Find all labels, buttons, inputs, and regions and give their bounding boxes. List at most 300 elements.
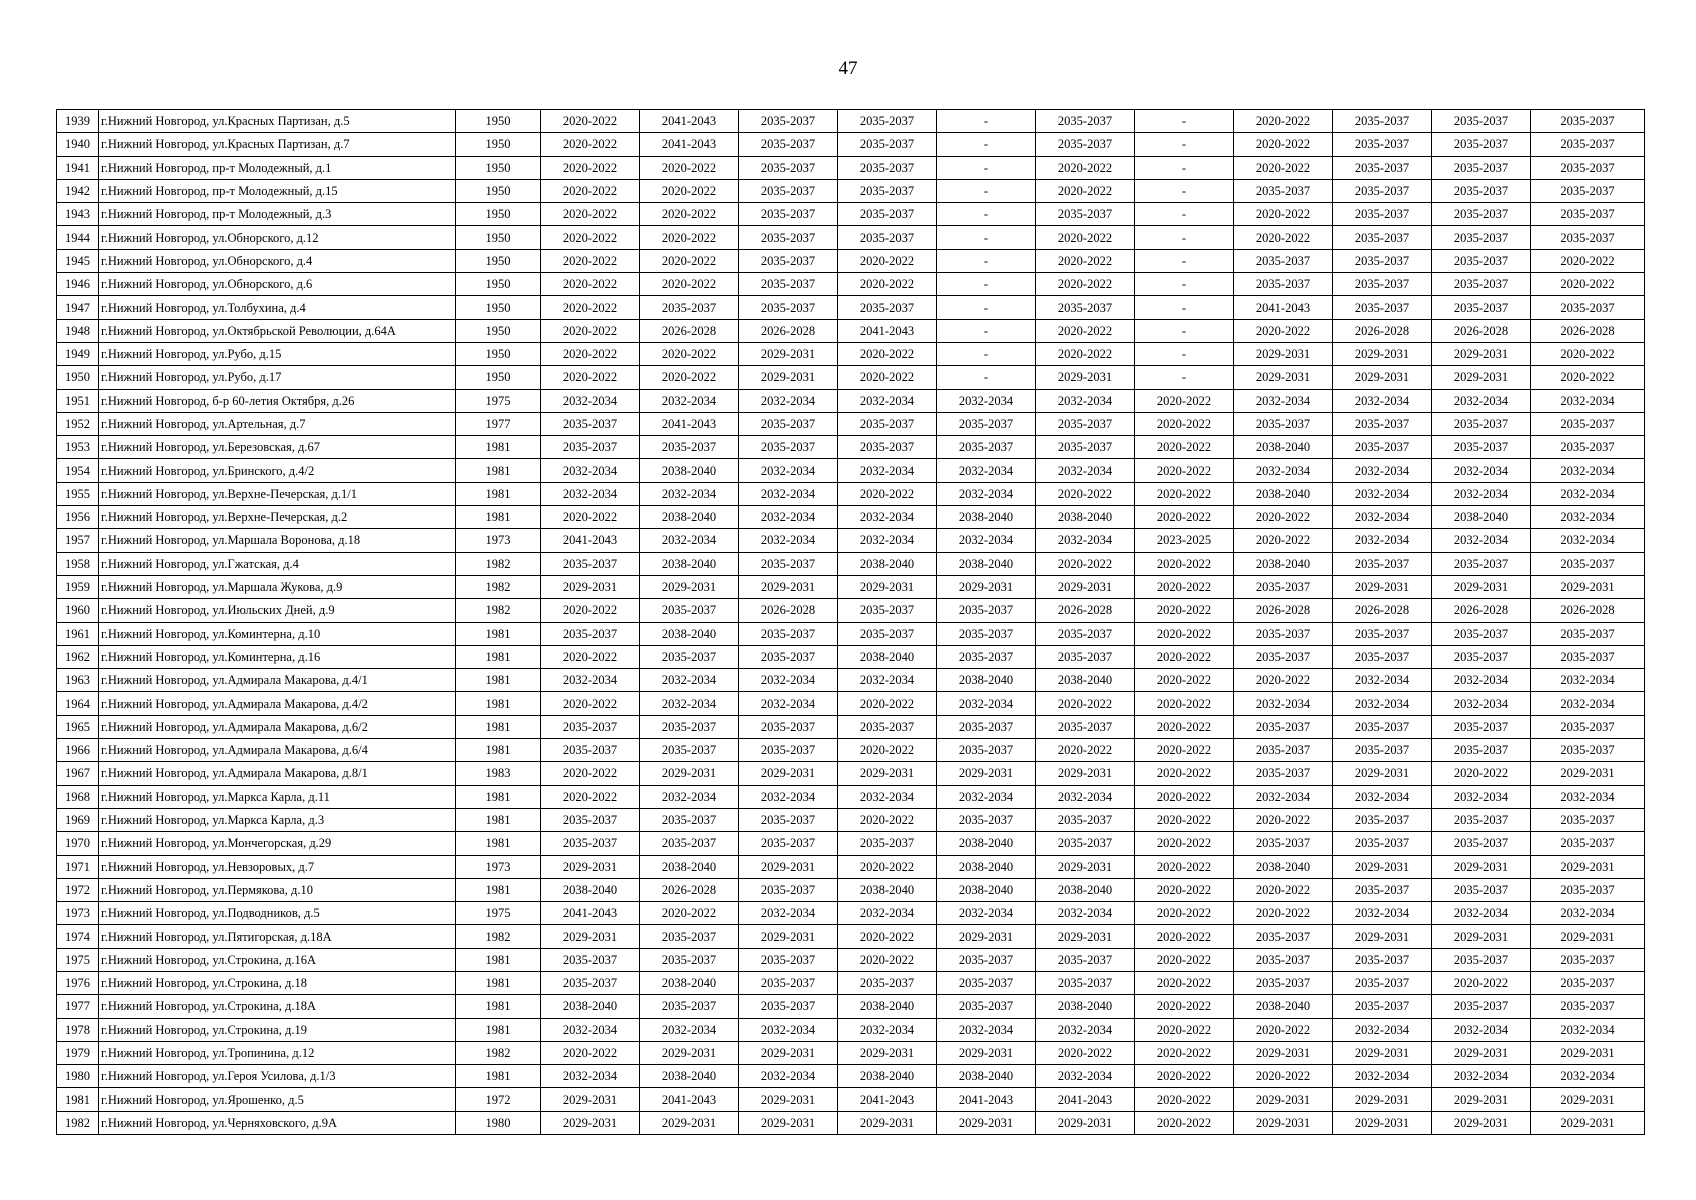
repair-period-cell: 2020-2022 — [541, 645, 640, 668]
repair-period-cell: 2041-2043 — [640, 133, 739, 156]
table-body — [57, 110, 1645, 1135]
row-number-cell: 1967 — [57, 762, 99, 785]
row-number-cell: 1951 — [57, 389, 99, 412]
address-cell: г.Нижний Новгород, ул.Адмирала Макарова, д.8/1 — [99, 762, 456, 785]
row-number-cell: 1940 — [57, 133, 99, 156]
construction-year-cell: 1981 — [456, 459, 541, 482]
repair-period-cell: 2029-2031 — [1234, 1041, 1333, 1064]
repair-period-cell: - — [937, 366, 1036, 389]
repair-period-cell: 2035-2037 — [1432, 832, 1531, 855]
repair-period-cell: - — [1135, 110, 1234, 133]
repair-period-cell: 2035-2037 — [1036, 832, 1135, 855]
repair-period-cell: 2029-2031 — [739, 925, 838, 948]
repair-period-cell: 2035-2037 — [838, 971, 937, 994]
repair-period-cell: 2035-2037 — [1432, 622, 1531, 645]
repair-period-cell: 2020-2022 — [838, 739, 937, 762]
repair-period-cell: 2020-2022 — [1036, 342, 1135, 365]
repair-period-cell: 2035-2037 — [1432, 878, 1531, 901]
repair-period-cell: 2032-2034 — [1432, 482, 1531, 505]
repair-period-cell: 2026-2028 — [1531, 599, 1645, 622]
row-number-cell: 1945 — [57, 249, 99, 272]
repair-period-cell: 2020-2022 — [1135, 622, 1234, 645]
repair-period-cell: 2041-2043 — [541, 902, 640, 925]
repair-period-cell: 2032-2034 — [1531, 482, 1645, 505]
construction-year-cell: 1950 — [456, 179, 541, 202]
address-cell: г.Нижний Новгород, ул.Обнорского, д.12 — [99, 226, 456, 249]
repair-period-cell: - — [937, 273, 1036, 296]
repair-period-cell: 2035-2037 — [640, 715, 739, 738]
repair-period-cell: 2041-2043 — [541, 529, 640, 552]
repair-period-cell: 2026-2028 — [640, 319, 739, 342]
repair-period-cell: 2032-2034 — [1333, 482, 1432, 505]
row-number-cell: 1974 — [57, 925, 99, 948]
repair-period-cell: 2020-2022 — [640, 366, 739, 389]
table-row — [57, 902, 1645, 925]
repair-period-cell: 2020-2022 — [1036, 739, 1135, 762]
repair-period-cell: 2035-2037 — [1234, 715, 1333, 738]
address-cell: г.Нижний Новгород, ул.Октябрьской Революции, д.64А — [99, 319, 456, 342]
repair-period-cell: 2032-2034 — [1036, 785, 1135, 808]
repair-period-cell: 2020-2022 — [1135, 739, 1234, 762]
repair-period-cell: 2020-2022 — [1135, 482, 1234, 505]
construction-year-cell: 1981 — [456, 785, 541, 808]
repair-period-cell: 2020-2022 — [1135, 506, 1234, 529]
repair-period-cell: 2029-2031 — [1333, 1041, 1432, 1064]
address-cell: г.Нижний Новгород, ул.Рубо, д.15 — [99, 342, 456, 365]
repair-period-cell: 2020-2022 — [1135, 948, 1234, 971]
repair-period-cell: 2032-2034 — [739, 389, 838, 412]
repair-period-cell: 2029-2031 — [838, 1041, 937, 1064]
repair-period-cell: - — [1135, 133, 1234, 156]
repair-period-cell: 2032-2034 — [640, 785, 739, 808]
repair-period-cell: 2029-2031 — [739, 855, 838, 878]
repair-period-cell: 2035-2037 — [1333, 739, 1432, 762]
repair-period-cell: 2035-2037 — [1036, 645, 1135, 668]
repair-period-cell: 2035-2037 — [1432, 273, 1531, 296]
repair-period-cell: 2035-2037 — [937, 412, 1036, 435]
row-number-cell: 1947 — [57, 296, 99, 319]
table-row — [57, 692, 1645, 715]
table-row — [57, 669, 1645, 692]
repair-period-cell: 2029-2031 — [541, 575, 640, 598]
table-row — [57, 133, 1645, 156]
repair-period-cell: 2020-2022 — [1036, 692, 1135, 715]
repair-period-cell: 2035-2037 — [1432, 995, 1531, 1018]
repair-period-cell: 2035-2037 — [541, 739, 640, 762]
repair-period-cell: 2032-2034 — [541, 482, 640, 505]
repair-period-cell: 2029-2031 — [1432, 1111, 1531, 1134]
repair-period-cell: 2032-2034 — [1432, 1018, 1531, 1041]
repair-period-cell: - — [1135, 203, 1234, 226]
repair-period-cell: 2029-2031 — [640, 1111, 739, 1134]
repair-period-cell: 2020-2022 — [1036, 179, 1135, 202]
repair-period-cell: 2035-2037 — [541, 808, 640, 831]
repair-period-cell: 2032-2034 — [1333, 669, 1432, 692]
repair-period-cell: - — [1135, 273, 1234, 296]
repair-period-cell: 2035-2037 — [640, 645, 739, 668]
repair-period-cell: 2035-2037 — [640, 296, 739, 319]
repair-period-cell: 2020-2022 — [640, 203, 739, 226]
repair-period-cell: 2029-2031 — [640, 762, 739, 785]
repair-period-cell: 2029-2031 — [1432, 925, 1531, 948]
construction-year-cell: 1973 — [456, 529, 541, 552]
table-row — [57, 482, 1645, 505]
repair-period-cell: 2041-2043 — [1036, 1088, 1135, 1111]
repair-period-cell: 2035-2037 — [838, 715, 937, 738]
repair-period-cell: 2020-2022 — [838, 925, 937, 948]
repair-period-cell: 2029-2031 — [1531, 1088, 1645, 1111]
row-number-cell: 1964 — [57, 692, 99, 715]
repair-period-cell: 2035-2037 — [1234, 575, 1333, 598]
repair-period-cell: 2032-2034 — [739, 506, 838, 529]
table-row — [57, 296, 1645, 319]
repair-period-cell: 2020-2022 — [1531, 342, 1645, 365]
repair-period-cell: 2032-2034 — [1036, 1018, 1135, 1041]
repair-period-cell: 2038-2040 — [1234, 855, 1333, 878]
repair-period-cell: 2035-2037 — [1432, 808, 1531, 831]
repair-period-cell: - — [937, 249, 1036, 272]
row-number-cell: 1959 — [57, 575, 99, 598]
address-cell: г.Нижний Новгород, ул.Бринского, д.4/2 — [99, 459, 456, 482]
repair-period-cell: 2035-2037 — [739, 133, 838, 156]
repair-period-cell: 2038-2040 — [541, 878, 640, 901]
construction-year-cell: 1981 — [456, 622, 541, 645]
repair-period-cell: 2035-2037 — [1531, 412, 1645, 435]
repair-period-cell: 2035-2037 — [739, 296, 838, 319]
repair-period-cell: 2029-2031 — [1036, 855, 1135, 878]
repair-period-cell: 2035-2037 — [1036, 133, 1135, 156]
repair-period-cell: 2032-2034 — [739, 529, 838, 552]
repair-period-cell: 2035-2037 — [1036, 948, 1135, 971]
construction-year-cell: 1981 — [456, 692, 541, 715]
repair-period-cell: 2035-2037 — [541, 436, 640, 459]
repair-period-cell: 2038-2040 — [1234, 552, 1333, 575]
repair-period-cell: 2029-2031 — [739, 366, 838, 389]
table-row — [57, 179, 1645, 202]
repair-period-cell: 2029-2031 — [1333, 1111, 1432, 1134]
address-cell: г.Нижний Новгород, ул.Подводников, д.5 — [99, 902, 456, 925]
construction-year-cell: 1981 — [456, 832, 541, 855]
repair-period-cell: 2035-2037 — [1333, 249, 1432, 272]
repair-period-cell: 2029-2031 — [739, 1088, 838, 1111]
repair-period-cell: 2035-2037 — [1432, 645, 1531, 668]
repair-period-cell: 2020-2022 — [1234, 133, 1333, 156]
repair-period-cell: 2029-2031 — [1432, 1041, 1531, 1064]
table-row — [57, 1041, 1645, 1064]
repair-period-cell: 2035-2037 — [1036, 412, 1135, 435]
repair-period-cell: 2035-2037 — [1531, 110, 1645, 133]
repair-period-cell: 2035-2037 — [739, 715, 838, 738]
repair-period-cell: 2020-2022 — [1234, 110, 1333, 133]
repair-period-cell: 2020-2022 — [640, 342, 739, 365]
repair-period-cell: 2035-2037 — [1432, 110, 1531, 133]
construction-year-cell: 1975 — [456, 902, 541, 925]
repair-period-cell: 2041-2043 — [838, 1088, 937, 1111]
repair-period-cell: 2032-2034 — [1234, 785, 1333, 808]
repair-period-cell: 2035-2037 — [1234, 412, 1333, 435]
repair-period-cell: 2029-2031 — [1333, 925, 1432, 948]
repair-period-cell: 2026-2028 — [1333, 599, 1432, 622]
repair-period-cell: 2020-2022 — [838, 692, 937, 715]
repair-period-cell: - — [1135, 366, 1234, 389]
repair-period-cell: 2020-2022 — [1432, 971, 1531, 994]
repair-period-cell: 2020-2022 — [1135, 1018, 1234, 1041]
repair-period-cell: 2032-2034 — [640, 529, 739, 552]
repair-period-cell: 2038-2040 — [541, 995, 640, 1018]
repair-period-cell: 2026-2028 — [1432, 319, 1531, 342]
repair-period-cell: 2035-2037 — [1333, 296, 1432, 319]
repair-period-cell: 2035-2037 — [1036, 715, 1135, 738]
construction-year-cell: 1981 — [456, 645, 541, 668]
repair-period-cell: 2035-2037 — [1333, 715, 1432, 738]
repair-period-cell: 2032-2034 — [739, 482, 838, 505]
repair-period-cell: 2038-2040 — [640, 622, 739, 645]
construction-year-cell: 1982 — [456, 552, 541, 575]
repair-period-cell: 2035-2037 — [937, 808, 1036, 831]
table-row — [57, 389, 1645, 412]
address-cell: г.Нижний Новгород, ул.Адмирала Макарова, д.4/1 — [99, 669, 456, 692]
repair-period-cell: 2032-2034 — [1333, 902, 1432, 925]
repair-period-cell: 2041-2043 — [640, 1088, 739, 1111]
address-cell: г.Нижний Новгород, ул.Адмирала Макарова, д.4/2 — [99, 692, 456, 715]
repair-period-cell: 2020-2022 — [1135, 389, 1234, 412]
table-row — [57, 552, 1645, 575]
row-number-cell: 1981 — [57, 1088, 99, 1111]
repair-period-cell: 2029-2031 — [1234, 366, 1333, 389]
repair-period-cell: 2035-2037 — [739, 948, 838, 971]
row-number-cell: 1939 — [57, 110, 99, 133]
repair-period-cell: 2020-2022 — [1036, 552, 1135, 575]
repair-period-cell: 2035-2037 — [1531, 179, 1645, 202]
repair-period-cell: 2035-2037 — [739, 739, 838, 762]
row-number-cell: 1962 — [57, 645, 99, 668]
table-row — [57, 832, 1645, 855]
repair-period-cell: 2020-2022 — [1234, 808, 1333, 831]
row-number-cell: 1957 — [57, 529, 99, 552]
repair-period-cell: 2038-2040 — [1234, 436, 1333, 459]
construction-year-cell: 1981 — [456, 1018, 541, 1041]
repair-period-cell: 2035-2037 — [541, 948, 640, 971]
repair-period-cell: 2032-2034 — [838, 506, 937, 529]
repair-period-cell: 2035-2037 — [1234, 762, 1333, 785]
row-number-cell: 1970 — [57, 832, 99, 855]
row-number-cell: 1973 — [57, 902, 99, 925]
repair-period-cell: 2029-2031 — [1333, 366, 1432, 389]
repair-period-cell: 2035-2037 — [739, 971, 838, 994]
address-cell: г.Нижний Новгород, ул.Артельная, д.7 — [99, 412, 456, 435]
repair-period-cell: 2035-2037 — [1036, 622, 1135, 645]
repair-period-cell: 2035-2037 — [1432, 715, 1531, 738]
repair-period-cell: 2032-2034 — [1531, 692, 1645, 715]
repair-period-cell: 2029-2031 — [838, 1111, 937, 1134]
repair-period-cell: 2029-2031 — [1432, 855, 1531, 878]
row-number-cell: 1979 — [57, 1041, 99, 1064]
repair-period-cell: 2029-2031 — [1333, 342, 1432, 365]
address-cell: г.Нижний Новгород, б-р 60-летия Октября, д.26 — [99, 389, 456, 412]
construction-year-cell: 1981 — [456, 1065, 541, 1088]
repair-period-cell: 2038-2040 — [838, 552, 937, 575]
address-cell: г.Нижний Новгород, пр-т Молодежный, д.1 — [99, 156, 456, 179]
repair-period-cell: 2032-2034 — [838, 785, 937, 808]
repair-period-cell: 2032-2034 — [1432, 669, 1531, 692]
repair-period-cell: 2035-2037 — [1531, 995, 1645, 1018]
repair-period-cell: 2032-2034 — [937, 389, 1036, 412]
repair-period-cell: 2035-2037 — [838, 203, 937, 226]
repair-period-cell: 2035-2037 — [1531, 808, 1645, 831]
address-cell: г.Нижний Новгород, ул.Верхне-Печерская, д.2 — [99, 506, 456, 529]
repair-period-cell: 2035-2037 — [937, 599, 1036, 622]
repair-period-cell: 2020-2022 — [541, 203, 640, 226]
construction-year-cell: 1982 — [456, 599, 541, 622]
repair-period-cell: 2035-2037 — [739, 156, 838, 179]
repair-period-cell: 2020-2022 — [1234, 1065, 1333, 1088]
repair-period-cell: 2035-2037 — [1234, 249, 1333, 272]
repair-period-cell: - — [1135, 226, 1234, 249]
repair-period-cell: 2035-2037 — [937, 971, 1036, 994]
row-number-cell: 1980 — [57, 1065, 99, 1088]
table-row — [57, 459, 1645, 482]
repair-period-cell: 2035-2037 — [1036, 203, 1135, 226]
table-row — [57, 203, 1645, 226]
construction-year-cell: 1950 — [456, 226, 541, 249]
repair-period-cell: 2020-2022 — [1234, 529, 1333, 552]
address-cell: г.Нижний Новгород, ул.Обнорского, д.4 — [99, 249, 456, 272]
repair-period-cell: 2032-2034 — [1432, 692, 1531, 715]
construction-year-cell: 1981 — [456, 995, 541, 1018]
repair-period-cell: 2035-2037 — [1432, 739, 1531, 762]
repair-period-cell: 2035-2037 — [1234, 622, 1333, 645]
table-row — [57, 249, 1645, 272]
repair-period-cell: 2035-2037 — [838, 412, 937, 435]
repair-period-cell: 2032-2034 — [541, 1065, 640, 1088]
repair-period-cell: 2029-2031 — [739, 1111, 838, 1134]
table-row — [57, 1065, 1645, 1088]
repair-period-cell: 2035-2037 — [1333, 645, 1432, 668]
repair-period-cell: 2035-2037 — [1531, 645, 1645, 668]
repair-period-cell: 2035-2037 — [739, 995, 838, 1018]
address-cell: г.Нижний Новгород, ул.Рубо, д.17 — [99, 366, 456, 389]
repair-period-cell: 2032-2034 — [541, 1018, 640, 1041]
repair-period-cell: 2029-2031 — [1531, 1041, 1645, 1064]
repair-period-cell: 2038-2040 — [640, 971, 739, 994]
address-cell: г.Нижний Новгород, ул.Обнорского, д.6 — [99, 273, 456, 296]
construction-year-cell: 1950 — [456, 133, 541, 156]
repair-period-cell: 2035-2037 — [1333, 133, 1432, 156]
repair-period-cell: 2038-2040 — [937, 878, 1036, 901]
repair-period-cell: 2032-2034 — [1333, 529, 1432, 552]
repair-period-cell: 2020-2022 — [541, 179, 640, 202]
repair-period-cell: 2035-2037 — [739, 249, 838, 272]
repair-period-cell: 2032-2034 — [1531, 785, 1645, 808]
repair-period-cell: 2026-2028 — [1036, 599, 1135, 622]
repair-period-cell: 2032-2034 — [1432, 389, 1531, 412]
repair-period-cell: 2035-2037 — [1036, 296, 1135, 319]
construction-year-cell: 1950 — [456, 342, 541, 365]
repair-period-cell: 2020-2022 — [1135, 715, 1234, 738]
repair-period-cell: 2020-2022 — [1234, 319, 1333, 342]
construction-year-cell: 1981 — [456, 506, 541, 529]
address-cell: г.Нижний Новгород, ул.Невзоровых, д.7 — [99, 855, 456, 878]
repair-period-cell: 2020-2022 — [1036, 156, 1135, 179]
table-row — [57, 156, 1645, 179]
repair-period-cell: 2020-2022 — [1234, 669, 1333, 692]
repair-period-cell: 2035-2037 — [739, 110, 838, 133]
repair-period-cell: 2038-2040 — [838, 995, 937, 1018]
address-cell: г.Нижний Новгород, ул.Мончегорская, д.29 — [99, 832, 456, 855]
table-row — [57, 529, 1645, 552]
repair-period-cell: 2029-2031 — [937, 1111, 1036, 1134]
repair-period-cell: 2035-2037 — [838, 156, 937, 179]
repair-period-cell: 2020-2022 — [1531, 366, 1645, 389]
repair-period-cell: 2020-2022 — [1432, 762, 1531, 785]
repair-period-cell: 2038-2040 — [1234, 482, 1333, 505]
repair-period-cell: 2032-2034 — [739, 1065, 838, 1088]
repair-period-cell: 2026-2028 — [640, 878, 739, 901]
repair-period-cell: 2035-2037 — [1531, 133, 1645, 156]
repair-period-cell: 2032-2034 — [838, 669, 937, 692]
repair-period-cell: 2035-2037 — [1531, 156, 1645, 179]
repair-period-cell: 2041-2043 — [937, 1088, 1036, 1111]
construction-year-cell: 1983 — [456, 762, 541, 785]
repair-period-cell: 2032-2034 — [739, 902, 838, 925]
repair-period-cell: 2035-2037 — [1531, 739, 1645, 762]
construction-year-cell: 1972 — [456, 1088, 541, 1111]
repair-period-cell: 2020-2022 — [1234, 203, 1333, 226]
construction-year-cell: 1981 — [456, 669, 541, 692]
address-cell: г.Нижний Новгород, ул.Маркса Карла, д.3 — [99, 808, 456, 831]
repair-period-cell: 2032-2034 — [1234, 692, 1333, 715]
repair-period-cell: 2029-2031 — [541, 1111, 640, 1134]
row-number-cell: 1955 — [57, 482, 99, 505]
construction-year-cell: 1981 — [456, 808, 541, 831]
repair-period-cell: 2032-2034 — [1531, 506, 1645, 529]
repair-period-cell: 2020-2022 — [640, 179, 739, 202]
repair-period-cell: 2035-2037 — [1234, 739, 1333, 762]
repair-period-cell: - — [937, 203, 1036, 226]
repair-period-cell: - — [937, 156, 1036, 179]
address-cell: г.Нижний Новгород, ул.Адмирала Макарова, д.6/4 — [99, 739, 456, 762]
repair-period-cell: 2029-2031 — [1333, 575, 1432, 598]
repair-period-cell: 2020-2022 — [1135, 599, 1234, 622]
repair-period-cell: 2035-2037 — [1432, 249, 1531, 272]
repair-period-cell: 2035-2037 — [1531, 436, 1645, 459]
repair-period-cell: 2020-2022 — [1036, 1041, 1135, 1064]
table-row — [57, 412, 1645, 435]
table-row — [57, 925, 1645, 948]
construction-year-cell: 1973 — [456, 855, 541, 878]
repair-period-cell: 2020-2022 — [1234, 878, 1333, 901]
repair-period-cell: 2020-2022 — [1234, 226, 1333, 249]
repair-period-cell: 2038-2040 — [640, 459, 739, 482]
repair-period-cell: 2035-2037 — [937, 436, 1036, 459]
repair-period-cell: 2035-2037 — [1432, 133, 1531, 156]
address-cell: г.Нижний Новгород, ул.Маршала Воронова, д.18 — [99, 529, 456, 552]
repair-period-cell: 2038-2040 — [640, 855, 739, 878]
repair-period-cell: 2032-2034 — [640, 389, 739, 412]
address-cell: г.Нижний Новгород, ул.Пятигорская, д.18А — [99, 925, 456, 948]
repair-period-cell: 2032-2034 — [838, 529, 937, 552]
construction-year-cell: 1982 — [456, 1041, 541, 1064]
repair-period-cell: 2035-2037 — [1432, 226, 1531, 249]
repair-period-cell: 2023-2025 — [1135, 529, 1234, 552]
table-row — [57, 1018, 1645, 1041]
repair-period-cell: 2020-2022 — [541, 249, 640, 272]
repair-period-cell: - — [937, 179, 1036, 202]
table-row — [57, 948, 1645, 971]
repair-period-cell: 2038-2040 — [838, 878, 937, 901]
address-cell: г.Нижний Новгород, ул.Тропинина, д.12 — [99, 1041, 456, 1064]
repair-period-cell: 2038-2040 — [937, 669, 1036, 692]
